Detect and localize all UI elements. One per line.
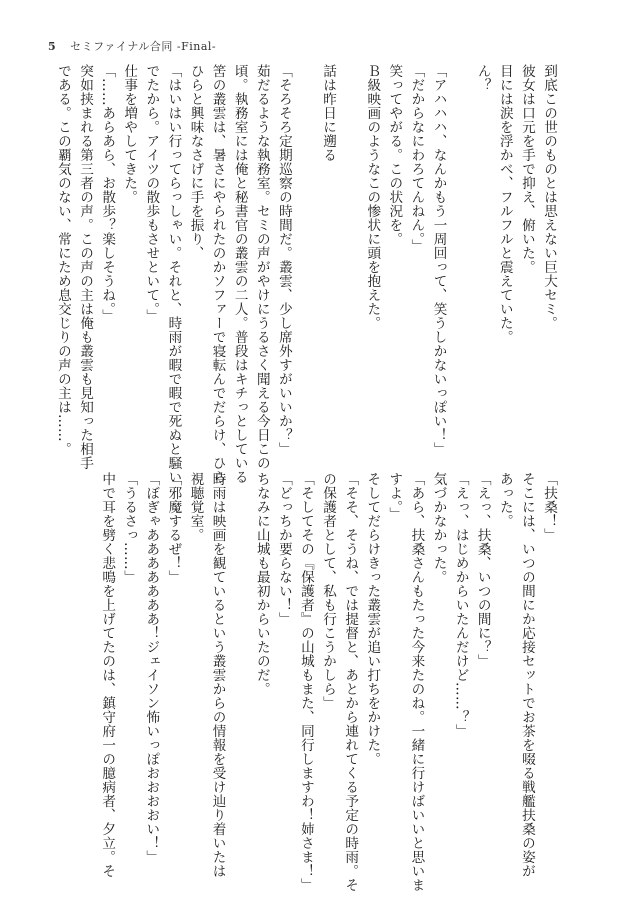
text-line: 彼女は口元を手で抑え、俯いた。 — [518, 64, 535, 274]
text-line: 「扶桑！」 — [541, 472, 557, 542]
text-line: ひらと興味なさげに手を振り、 — [187, 64, 204, 260]
text-line: そしてだらけきった叢雲が追い打ちをかけた。 — [364, 472, 381, 766]
text-line: 「えっ、扶桑、いつの間に？」 — [474, 472, 491, 668]
text-line: である。この覇気のない、常にため息交じりの声の主は……。 — [54, 64, 71, 456]
text-line: 到底この世のものとは思えない巨大セミ。 — [541, 64, 557, 330]
text-line: 「どっちか要らない！」 — [275, 472, 292, 626]
text-line: 「そろそろ定期巡察の時間だ。叢雲、少し席外すがいいか？」 — [275, 64, 292, 456]
text-line: そこには、いつの間にか応接セットでお茶を啜る戦艦扶桑の姿が — [518, 472, 535, 878]
text-line: 気づかなかった。 — [430, 472, 447, 584]
text-line: 「そしてその『保護者』の山城もまた、同行しますわ！姉さま！」 — [297, 472, 314, 892]
text-line — [229, 472, 251, 872]
book-title: セミファイナル合同 -Final- — [70, 40, 217, 53]
text-line: 「えっ、はじめからいたんだけど……？」 — [452, 472, 469, 738]
text-line: あった。 — [496, 472, 513, 528]
text-line: 仕事を増やしてきた。 — [121, 64, 138, 204]
lower-text-block — [96, 472, 560, 892]
text-line: 「……あらあら、お散歩？楽しそうね。」 — [99, 64, 116, 324]
text-line: 「邪魔するぜ！」 — [165, 472, 182, 584]
text-line: 突如挟まれる第三者の声。この声の主は俺も叢雲も見知った相手 — [77, 64, 94, 470]
running-header — [48, 38, 216, 54]
text-line: 「そそ、そうね、では提督と、あとから連れてくる予定の時雨。そ — [342, 472, 359, 892]
text-line: 「はいはい行ってらっしゃい。それと、時雨が暇で暇で死ぬと騒い — [165, 64, 182, 484]
text-line: 頃。執務室には俺と秘書官の叢雲の二人。普段はキチっとしている — [231, 64, 248, 484]
text-line: 笑ってやがる。この状況を。 — [386, 64, 403, 246]
text-line: 「あら、扶桑さんもたった今来たのね。一緒に行けばいいと思いま — [408, 472, 425, 892]
text-line: 目には涙を浮かべ、フルフルと震えていた。 — [496, 64, 513, 344]
text-line: 中で耳を劈く悲鳴を上げてたのは、鎮守府一の臆病者、夕立。そ — [99, 472, 116, 878]
text-line — [295, 64, 317, 464]
text-line: 「うるさっ……」 — [121, 472, 138, 584]
page-number: 5 — [48, 40, 57, 53]
text-line: ん？ — [474, 64, 491, 92]
text-line: 茹だるような執務室。セミの声がやけにうるさく聞える今日この — [253, 64, 270, 470]
upper-text-block — [52, 64, 560, 484]
text-line: の保護者として、私も行こうかしら」 — [320, 472, 337, 710]
text-line: 筈の叢雲は、暑さにやられたのかソファーで寝転んでだらけ、ひら — [209, 64, 226, 484]
text-line: ちなみに山城も最初からいたのだ。 — [253, 472, 270, 696]
text-line: 「ぼぎゃあああああああ！ジェイソン怖いっぽおおおおい！」 — [143, 472, 160, 864]
text-line: 「だからなにわろてんねん。」 — [408, 64, 425, 254]
text-line: 視聴覚室。 — [187, 472, 204, 542]
text-line: 時雨は映画を観ているという叢雲からの情報を受け辿り着いたは — [209, 472, 226, 878]
text-line: Ｂ級映画のようなこの惨状に頭を抱えた。 — [364, 64, 381, 330]
text-line — [339, 64, 361, 464]
text-line: でたから。アイツの散歩もさせといて。」 — [143, 64, 160, 324]
text-line: 話は昨日に遡る — [320, 64, 337, 162]
text-line: 「アハハハ、なんかもう一周回って、笑うしかないっぽい！」 — [430, 64, 447, 456]
text-line: すよ。」 — [386, 472, 403, 522]
text-line — [450, 64, 472, 464]
